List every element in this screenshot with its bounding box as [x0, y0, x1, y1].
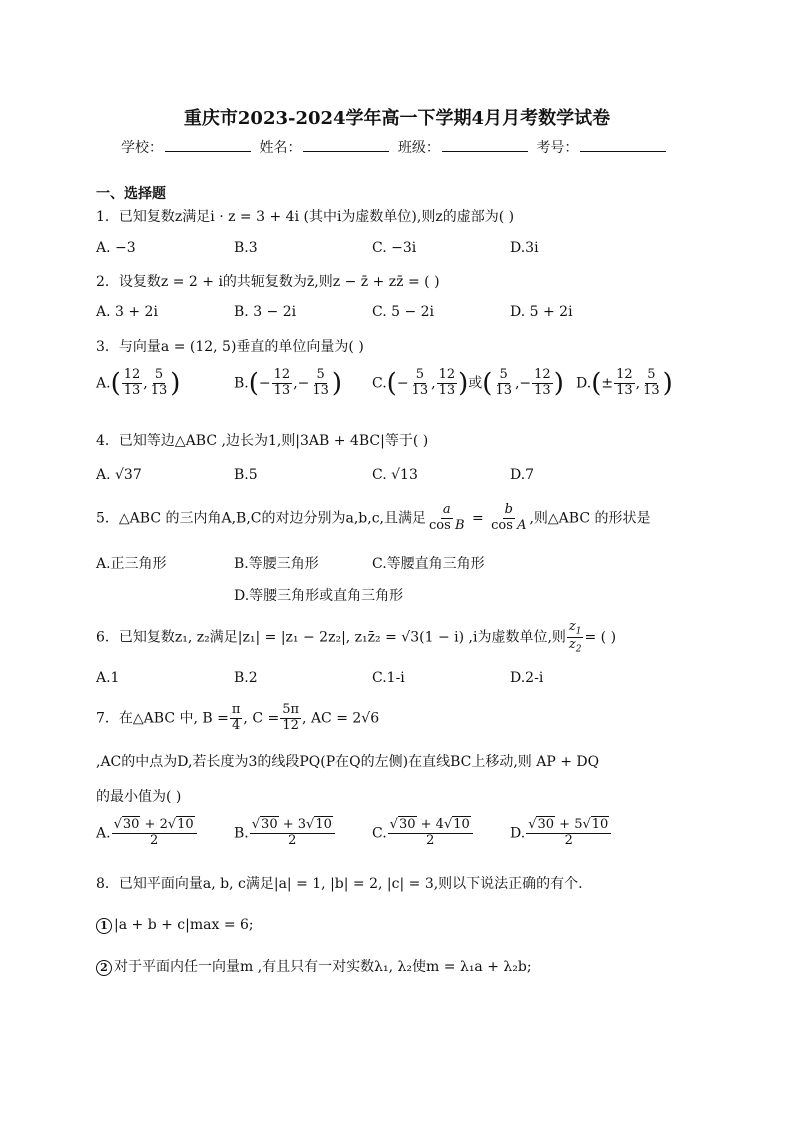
q3-b-label: B.: [234, 375, 249, 392]
q6-option-d[interactable]: D.2-i: [510, 670, 544, 686]
question-5: 5．△ABC 的三内角A,B,C的对边分别为a,b,c,且满足 $\frac{a}{\text{cos B}}$ = $\frac{b}{\text{cos A}}$ ,则△ABC 的形状是: [96, 502, 651, 533]
q2-option-b[interactable]: B. 3 − 2i: [234, 304, 297, 320]
q7-d-label: D.: [510, 825, 526, 842]
q3-d-label: D.: [576, 375, 592, 392]
q5-option-d[interactable]: D.等腰三角形或直角三角形: [234, 588, 404, 604]
q4-option-d[interactable]: D.7: [510, 467, 535, 483]
q1-option-b[interactable]: B.3: [234, 240, 258, 256]
question-7-line2: ,AC的中点为D,若长度为3的线段PQ(P在Q的左侧)在直线BC上移动,则 AP + DQ: [96, 754, 600, 770]
q6-text-b: = ( ): [584, 629, 617, 646]
q4-option-c[interactable]: C. √13: [372, 467, 418, 483]
q5-text-b: ,则△ABC 的形状是: [529, 510, 651, 527]
q2-option-c[interactable]: C. 5 − 2i: [372, 304, 435, 320]
question-7: 7．在△ABC 中, B = $\frac{\pi}{4}$ , C = $\frac{5\pi}{12}$ , AC = 2√6: [96, 702, 380, 733]
question-2: 2．设复数z = 2 + i的共轭复数为z̄,则z − z̄ + zz̄ = ( ): [96, 274, 440, 290]
circled-two-icon: 2: [96, 960, 112, 976]
class-label: 班级：: [397, 140, 440, 156]
q7-option-d[interactable]: D. $\frac{√30 + 5√10}{2}$: [510, 818, 612, 849]
number-blank[interactable]: [580, 139, 666, 152]
q6-option-c[interactable]: C.1-i: [372, 670, 405, 686]
circled-one-icon: 1: [96, 918, 112, 934]
q7-b-label: B.: [234, 825, 249, 842]
q8-statement-2: [96, 956, 532, 976]
page-title: 重庆市2023-2024学年高一下学期4月月考数学试卷: [183, 108, 611, 129]
q7-line1b: , C =: [243, 710, 280, 727]
q7-a-label: A.: [96, 825, 111, 842]
question-8: 8．已知平面向量a, b, c满足|a| = 1, |b| = 2, |c| = 3,则以下说法正确的有个.: [96, 876, 583, 892]
q5-text-a: 5．△ABC 的三内角A,B,C的对边分别为a,b,c,且满足: [96, 510, 427, 527]
name-blank[interactable]: [303, 139, 389, 152]
q3-option-b[interactable]: B.(− $\frac{12}{13}$ ,− $\frac{5}{13}$ ): [234, 367, 343, 399]
q8-statement-1: [96, 917, 254, 934]
q3-c-label: C.: [372, 375, 387, 392]
question-4: 4．已知等边△ABC ,边长为1,则|3AB + 4BC|等于( ): [96, 433, 429, 449]
question-3: 3．与向量a = (12, 5)垂直的单位向量为( ): [96, 339, 364, 355]
q7-line1c: , AC = 2√6: [302, 710, 380, 727]
question-6: 6．已知复数z₁, z₂满足|z₁| = |z₁ − 2z₂|, z₁z̄₂ = √3(1 − i) ,i为虚数单位,则 $\frac{z_1}{z_2}$ = ( ): [96, 619, 617, 655]
q3-option-c[interactable]: C.(− $\frac{5}{13}$ , $\frac{12}{13}$ )或( $\frac{5}{13}$ ,− $\frac{12}{13}$ ): [372, 367, 564, 399]
q3-or: 或: [468, 375, 483, 392]
q7-option-a[interactable]: A. $\frac{√30 + 2√10}{2}$: [96, 818, 198, 849]
school-label: 学校：: [121, 140, 163, 156]
q1-option-c[interactable]: C. −3i: [372, 240, 417, 256]
number-label: 考号：: [536, 140, 579, 156]
q3-a-label: A.: [96, 375, 111, 392]
class-blank[interactable]: [442, 139, 528, 152]
question-1: 1．已知复数z满足i · z = 3 + 4i (其中i为虚数单位),则z的虚部为( ): [96, 209, 515, 225]
q7-option-c[interactable]: C. $\frac{√30 + 4√10}{2}$: [372, 818, 474, 849]
student-info: [121, 137, 670, 157]
q6-option-a[interactable]: A.1: [96, 670, 120, 686]
q7-c-label: C.: [372, 825, 387, 842]
name-label: 姓名：: [259, 140, 302, 156]
q6-text-a: 6．已知复数z₁, z₂满足|z₁| = |z₁ − 2z₂|, z₁z̄₂ = √3(1 − i) ,i为虚数单位,则: [96, 629, 566, 646]
q3-option-d[interactable]: D.(± $\frac{12}{13}$ , $\frac{5}{13}$ ): [576, 367, 673, 399]
q7-line1: 7．在△ABC 中, B =: [96, 710, 229, 727]
school-blank[interactable]: [165, 139, 251, 152]
section-heading: 一、选择题: [96, 186, 166, 202]
q5-option-b[interactable]: B.等腰三角形: [234, 556, 319, 572]
q8-s2-text: 对于平面内任一向量m ,有且只有一对实数λ₁, λ₂使m = λ₁a + λ₂b;: [114, 959, 532, 975]
q4-option-b[interactable]: B.5: [234, 467, 258, 483]
q4-option-a[interactable]: A. √37: [96, 467, 142, 483]
q5-option-c[interactable]: C.等腰直角三角形: [372, 556, 485, 572]
q2-option-d[interactable]: D. 5 + 2i: [510, 304, 573, 320]
q1-option-a[interactable]: A. −3: [96, 240, 136, 256]
q7-option-b[interactable]: B. $\frac{√30 + 3√10}{2}$: [234, 818, 336, 849]
q5-option-a[interactable]: A.正三角形: [96, 556, 167, 572]
q8-s1-text: |a + b + c|max = 6;: [114, 917, 254, 933]
q1-option-d[interactable]: D.3i: [510, 240, 539, 256]
q3-option-a[interactable]: A.( $\frac{12}{13}$ , $\frac{5}{13}$ ): [96, 367, 181, 399]
question-7-line3: 的最小值为( ): [96, 789, 182, 805]
q6-option-b[interactable]: B.2: [234, 670, 258, 686]
q2-option-a[interactable]: A. 3 + 2i: [96, 304, 158, 320]
